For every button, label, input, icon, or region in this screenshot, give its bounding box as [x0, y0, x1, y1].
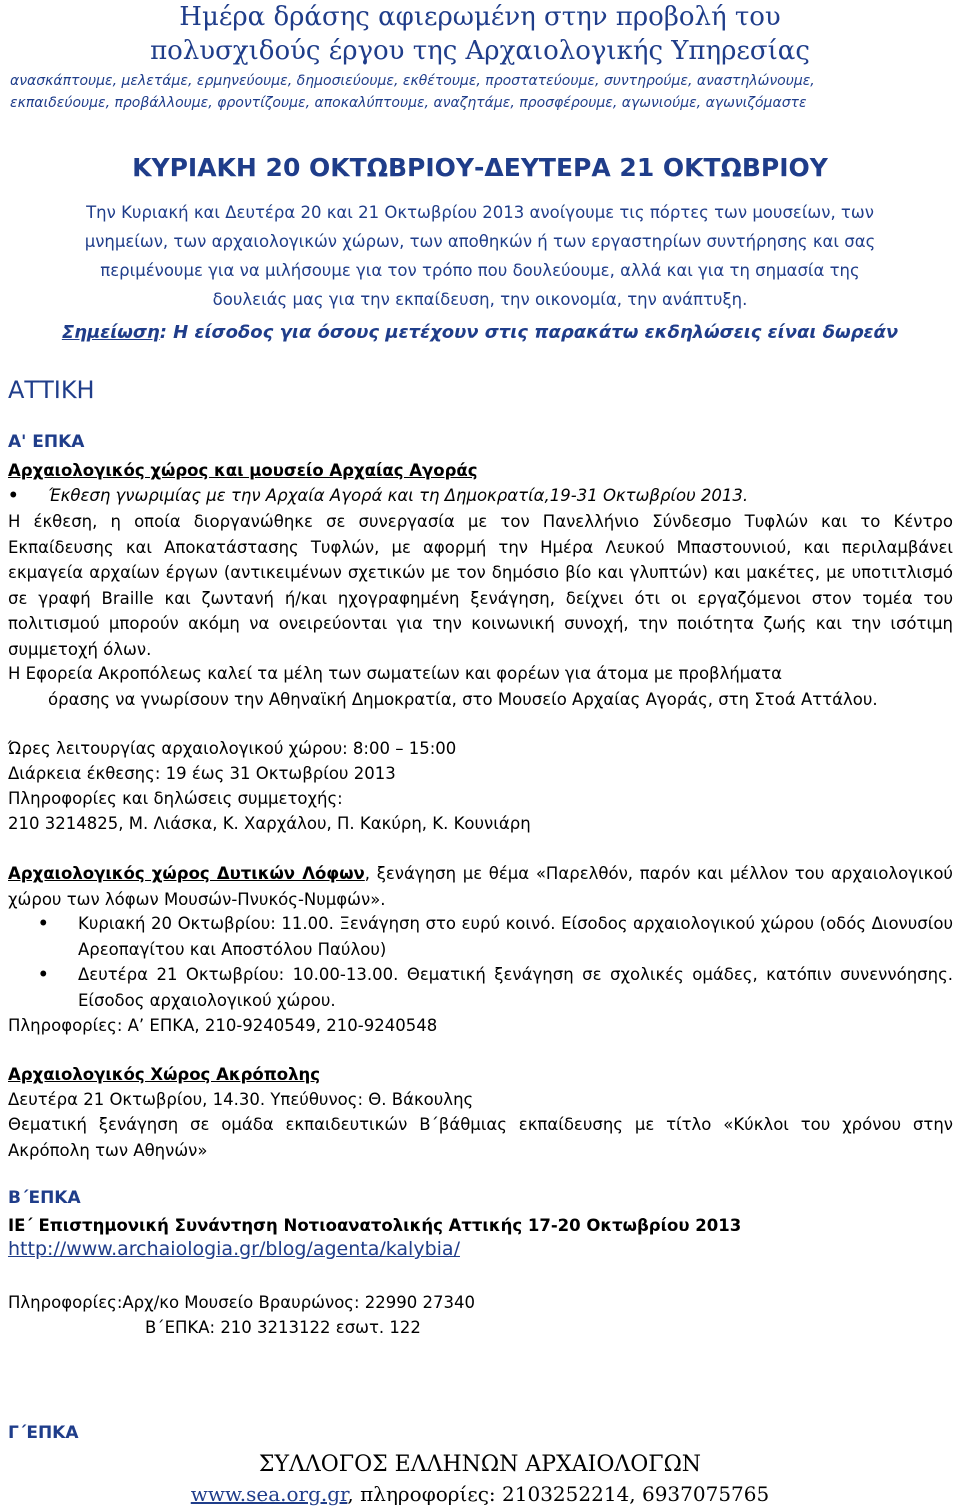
acropolis-date: Δευτέρα 21 Οκτωβρίου, 14.30. Υπεύθυνος: Θ. Βάκουλης	[8, 1090, 474, 1109]
region-heading: ΑΤΤΙΚΗ	[8, 376, 95, 404]
bullet-item	[48, 486, 748, 505]
title-line-2: πολυσχιδούς έργου της Αρχαιολογικής Υπηρεσίας	[150, 36, 810, 66]
acropolis-description: Θεματική ξενάγηση σε ομάδα εκπαιδευτικών Β΄βάθμιας εκπαίδευσης με τίτλο «Κύκλοι του χρόνου στην Ακρόπολη των Αθηνών»	[8, 1115, 953, 1160]
intro-line-3: περιμένουμε για να μιλήσουμε για τον τρόπο που δουλεύουμε, αλλά και για τη σημασία της	[100, 261, 860, 280]
info-contacts: 210 3214825, Μ. Λιάσκα, Κ. Χαρχάλου, Π. Κακύρη, Κ. Κουνιάρη	[8, 814, 531, 833]
info-label: Πληροφορίες και δηλώσεις συμμετοχής:	[8, 789, 343, 808]
footer-site-link[interactable]: www.sea.org.gr	[190, 1482, 348, 1506]
invitation-first-line: Η Εφορεία Ακροπόλεως καλεί τα μέλη των σωματείων και φορέων για άτομα με προβλήματα	[8, 664, 782, 683]
verbs-line-2: εκπαιδεύουμε, προβάλλουμε, φροντίζουμε, αποκαλύπτουμε, αναζητάμε, προσφέρουμε, αγωνιούμε, αγωνιζόμαστε	[10, 95, 807, 111]
epka-c-heading: Γ΄ΕΠΚΑ	[8, 1423, 79, 1443]
bullet-2-text: Δευτέρα 21 Οκτωβρίου: 10.00-13.00. Θεματική ξενάγηση σε σχολικές ομάδες, κατόπιν συνεννόησης. Είσοδος αρχαιολογικού χώρου.	[78, 965, 953, 1010]
site-western-hills-title: Αρχαιολογικός χώρος Δυτικών Λόφων	[8, 864, 365, 883]
bullet-item	[78, 962, 953, 1013]
scientific-meeting-title: ΙΕ΄ Επιστημονική Συνάντηση Νοτιοανατολικής Αττικής 17-20 Οκτωβρίου 2013	[8, 1216, 742, 1235]
exhibition-description: Η έκθεση, η οποία διοργανώθηκε σε συνεργασία με τον Πανελλήνιο Σύνδεσμο Τυφλών και το Κέντρο Εκπαίδευσης και Αποκατάστασης Τυφλών, με αφορμή την Ημέρα Λευκού Μπαστουνιού, και περιλαμβάνει εκμαγεία αρχαίων έργων (αντικειμένων σχετικών με τον δημόσιο βίο και γλυπτών) και μακέτες, με υποτιτλισμό σε γραφή Braille και ζωντανή ή/και ηχογραφημένη ξενάγηση, δείχνει ότι οι εργαζόμενοι στον τομέα του πολιτισμού μπορούν ακόμη να ονειρεύονται για την κοινωνική συνοχή, την ποιότητα ζωής και την ισότιμη συμμετοχή όλων.	[8, 512, 953, 659]
verbs-line-1: ανασκάπτουμε, μελετάμε, ερμηνεύουμε, δημοσιεύουμε, εκθέτουμε, προστατεύουμε, συντηρούμε, αναστηλώνουμε,	[10, 73, 815, 89]
western-hills-text: , ξενάγηση με θέμα «Παρελθόν, παρόν και μέλλον του αρχαιολογικού χώρου των λόφων Μουσών-Πνυκός-Νυμφών».	[8, 864, 953, 909]
intro-line-4: δουλειάς μας για την εκπαίδευση, την οικονομία, την ανάπτυξη.	[212, 290, 748, 309]
exhibition-duration: Διάρκεια έκθεσης: 19 έως 31 Οκτωβρίου 2013	[8, 764, 396, 783]
title-line-1: Ημέρα δράσης αφιερωμένη στην προβολή του	[179, 2, 781, 32]
invitation-paragraph	[8, 661, 953, 712]
epka-b-heading: Β΄ΕΠΚΑ	[8, 1188, 81, 1208]
note-label: Σημείωση	[61, 322, 160, 343]
intro-paragraph	[20, 198, 940, 314]
bullet-item	[78, 911, 953, 962]
western-hills-info: Πληροφορίες: Α’ ΕΠΚΑ, 210-9240549, 210-9240548	[8, 1016, 438, 1035]
document-title	[0, 0, 960, 68]
exhibition-bullet-text: Έκθεση γνωριμίας με την Αρχαία Αγορά και τη Δημοκρατία,19-31 Οκτωβρίου 2013.	[48, 486, 749, 505]
meeting-link[interactable]: http://www.archaiologia.gr/blog/agenta/kalybia/	[8, 1238, 460, 1260]
footer-phones: , πληροφορίες: 2103252214, 6937075765	[347, 1482, 770, 1506]
western-hills-bullet-1	[78, 911, 953, 962]
footer-contact	[0, 1482, 960, 1506]
western-hills-bullet-2	[78, 962, 953, 1013]
intro-line-2: μνημείων, των αρχαιολογικών χώρων, των αποθηκών ή των εργαστηρίων συντήρησης και σας	[84, 232, 876, 251]
intro-line-1: Την Κυριακή και Δευτέρα 20 και 21 Οκτωβρίου 2013 ανοίγουμε τις πόρτες των μουσείων, των	[86, 203, 874, 222]
site-hours: Ώρες λειτουργίας αρχαιολογικού χώρου: 8:00 – 15:00	[8, 739, 457, 758]
note-text: : Η είσοδος για όσους μετέχουν στις παρακάτω εκδηλώσεις είναι δωρεάν	[159, 322, 899, 343]
bullet-1-text: Κυριακή 20 Οκτωβρίου: 11.00. Ξενάγηση στο ευρύ κοινό. Είσοδος αρχαιολογικού χώρου (οδός Διονυσίου Αρεοπαγίτου και Αποστόλου Παύλου)	[78, 914, 953, 959]
free-entry-note	[0, 322, 960, 343]
meeting-link-wrap	[8, 1238, 460, 1260]
site-acropolis-title: Αρχαιολογικός Χώρος Ακρόπολης	[8, 1065, 321, 1084]
action-verbs	[10, 70, 955, 114]
vravrona-info: Πληροφορίες:Αρχ/κο Μουσείο Βραυρώνος: 22990 27340	[8, 1293, 476, 1312]
epka-a-heading: Α' ΕΠΚΑ	[8, 432, 85, 452]
western-hills-paragraph	[8, 861, 953, 912]
footer-org: ΣΥΛΛΟΓΟΣ ΕΛΛΗΝΩΝ ΑΡΧΑΙΟΛΟΓΩΝ	[258, 1452, 702, 1477]
exhibition-bullet	[48, 483, 748, 509]
invitation-rest: όρασης να γνωρίσουν την Αθηναϊκή Δημοκρατία, στο Μουσείο Αρχαίας Αγοράς, στη Στοά Αττάλου.	[48, 689, 878, 709]
epka-b-phone: Β΄ΕΠΚΑ: 210 3213122 εσωτ. 122	[145, 1318, 421, 1337]
site-agora-title: Αρχαιολογικός χώρος και μουσείο Αρχαίας Αγοράς	[8, 461, 478, 480]
dates-heading: ΚΥΡΙΑΚΗ 20 ΟΚΤΩΒΡΙΟΥ-ΔΕΥΤΕΡΑ 21 ΟΚΤΩΒΡΙΟΥ	[132, 153, 828, 182]
